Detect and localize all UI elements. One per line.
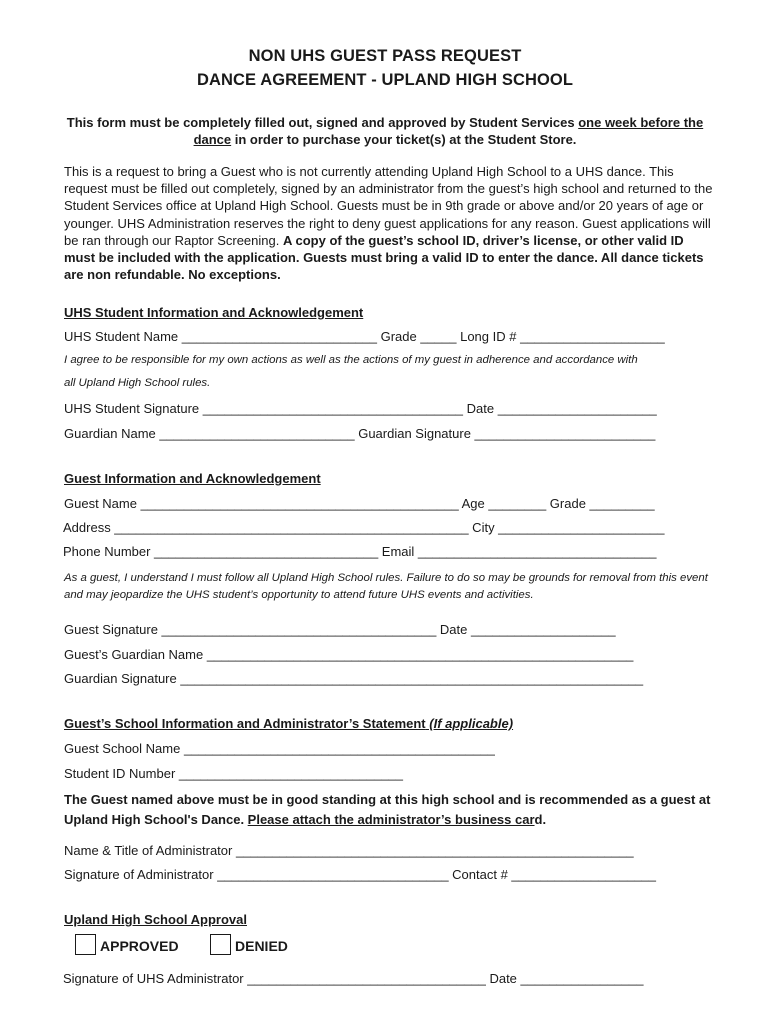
guest-signature-field[interactable]: Guest Signature ______________________________________ Date ____________________ <box>64 622 616 637</box>
student-name-field[interactable]: UHS Student Name ___________________________ Grade _____ Long ID # ____________________ <box>64 329 665 344</box>
form-title: NON UHS GUEST PASS REQUEST <box>248 47 522 65</box>
guest-guardian-name-field[interactable]: Guest’s Guardian Name ___________________________________________________________ <box>64 647 634 662</box>
admin-signature-field[interactable]: Signature of Administrator ________________________________ Contact # ____________________ <box>64 867 657 882</box>
admin-name-title-field[interactable]: Name & Title of Administrator _______________________________________________________ <box>64 843 634 858</box>
approved-label: APPROVED <box>100 938 179 954</box>
intro-paragraph: This is a request to bring a Guest who is not currently attending Upland High School to a UHS dance. This request must be filled out completely, signed by an administrator from the guest’s high school and returned to the Student Services office at Upland High School. Guests must be in 9th grade or above and/or 20 years of age or younger. UHS Administration reserves the right to deny guest applications for any reason. Guest applications will be ran through our Raptor Screening. A copy of the guest’s school ID, driver’s license, or other valid ID must be included with the application. Guests must bring a valid ID to enter the dance. All dance tickets are non refundable. No exceptions. <box>64 164 713 283</box>
deadline-emphasis: one week before the dance <box>193 115 704 147</box>
student-ack-line1: I agree to be responsible for my own actions as well as the actions of my guest in adherence and accordance with <box>64 354 638 366</box>
deadline-notice: This form must be completely filled out, signed and approved by Student Services one week before the dance in order to purchase your ticket(s) at the Student Store. <box>66 115 704 147</box>
approval-section-heading: Upland High School Approval <box>64 912 247 927</box>
approved-checkbox[interactable] <box>75 934 96 955</box>
school-section-heading: Guest’s School Information and Administrator’s Statement (If applicable) <box>64 716 514 731</box>
id-requirement: A copy of the guest’s school ID, driver’s license, or other valid ID must be included with the application. Guests must bring a valid ID to enter the dance. All dance tickets are non refundable. No exceptions. <box>64 232 704 283</box>
form-subtitle: DANCE AGREEMENT - UPLAND HIGH SCHOOL <box>196 71 574 89</box>
student-id-field[interactable]: Student ID Number _______________________________ <box>64 766 404 781</box>
guest-school-name-field[interactable]: Guest School Name ___________________________________________ <box>64 741 495 756</box>
administrator-statement: The Guest named above must be in good standing at this high school and is recommended as a guest at Upland High School's Dance. Please attach the administrator’s business card. <box>64 792 711 827</box>
denied-label: DENIED <box>235 938 288 954</box>
student-signature-field[interactable]: UHS Student Signature ____________________________________ Date ______________________ <box>64 401 657 416</box>
student-section-heading: UHS Student Information and Acknowledgement <box>64 305 364 320</box>
guest-section-heading: Guest Information and Acknowledgement <box>64 471 321 486</box>
guest-name-field[interactable]: Guest Name ____________________________________________ Age ________ Grade _________ <box>64 496 655 511</box>
guest-address-field[interactable]: Address _________________________________________________ City _______________________ <box>63 520 665 535</box>
guest-guardian-signature-field[interactable]: Guardian Signature ________________________________________________________________ <box>64 671 644 686</box>
uhs-admin-signature-field[interactable]: Signature of UHS Administrator _________________________________ Date _________________ <box>63 971 644 986</box>
student-guardian-field[interactable]: Guardian Name ___________________________ Guardian Signature _________________________ <box>64 426 656 441</box>
guest-ack: As a guest, I understand I must follow all Upland High School rules. Failure to do so may be grounds for removal from this event and may jeopardize the UHS student’s opportunity to attend future UHS events and activities. <box>64 572 708 601</box>
guest-phone-field[interactable]: Phone Number _______________________________ Email _________________________________ <box>63 544 657 559</box>
student-ack-line2: all Upland High School rules. <box>64 377 211 389</box>
denied-checkbox[interactable] <box>210 934 231 955</box>
